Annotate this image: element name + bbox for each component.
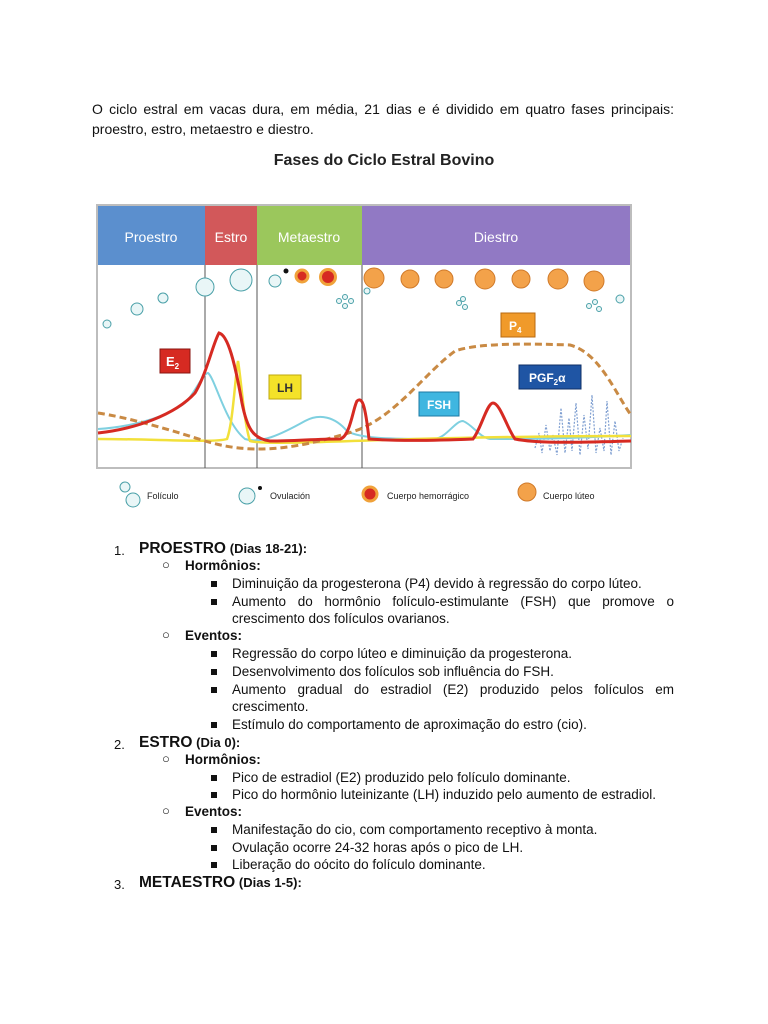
svg-text:E2: $E_2$ <box>166 354 180 371</box>
svg-text:FSH: FSH <box>427 398 451 412</box>
list-item: Ovulação ocorre 24-32 horas após o pico de LH. <box>209 839 674 857</box>
group-heading: ○ Hormônios: <box>162 750 261 767</box>
list-item: Aumento do hormônio folículo-estimulante (FSH) que promove o crescimento dos folículos ovarianos. <box>209 593 674 628</box>
follicle-icon <box>343 295 348 300</box>
follicle-icon <box>597 307 602 312</box>
phase-label-estro: Estro <box>214 229 248 245</box>
p4-label <box>501 313 535 337</box>
legend-corpus-luteum-label: Cuerpo lúteo <box>543 491 595 501</box>
list-item: Pico de estradiol (E2) produzido pelo folículo dominante. <box>209 769 674 787</box>
svg-text:P4: $P_4$ <box>509 319 522 335</box>
list-item: Aumento gradual do estradiol (E2) produzido pelos folículos em crescimento. <box>209 681 674 716</box>
svg-text:PGF2α: $PGF_2\alpha$ <box>529 371 566 387</box>
follicle-icon <box>463 305 468 310</box>
follicle-icon <box>230 269 252 291</box>
follicle-icon <box>593 300 598 305</box>
legend-hemorrhagic-icon <box>363 487 377 501</box>
ovulation-oocyte-icon <box>284 269 289 274</box>
section-proestro <box>114 540 674 558</box>
phase-label-diestro: Diestro <box>473 229 519 245</box>
legend-ovulation-icon <box>239 488 255 504</box>
e2-label <box>160 349 190 373</box>
follicle-icon <box>461 297 466 302</box>
list-item: Pico do hormônio luteinizante (LH) induzido pelo aumento de estradiol. <box>209 786 674 804</box>
figure-title: Fases do Ciclo Estral Bovino <box>273 152 495 169</box>
legend-ovulation-label: Ovulación <box>270 491 311 501</box>
figure-legend <box>120 482 595 507</box>
legend-oocyte-icon <box>258 486 262 490</box>
follicle-icon <box>349 299 354 304</box>
follicle-icon <box>131 303 143 315</box>
legend-follicle-icon <box>126 493 140 507</box>
section-heading: PROESTRO (Dias 18-21): <box>139 540 308 557</box>
list-item: Diminuição da progesterona (P4) devido à regressão do corpo lúteo. <box>209 575 674 593</box>
follicle-icon <box>337 299 342 304</box>
legend-follicle-label: Folículo <box>147 491 179 501</box>
section-metaestro <box>114 874 674 892</box>
follicle-icon <box>196 278 214 296</box>
section-heading: ESTRO (Dia 0): <box>139 733 241 751</box>
phase-label-proestro: Proestro <box>124 229 178 245</box>
follicle-icon <box>364 288 370 294</box>
group-heading: ○ Eventos: <box>162 627 243 644</box>
list-item: Desenvolvimento dos folículos sob influência do FSH. <box>209 663 674 681</box>
svg-text:LH: LH <box>277 381 293 395</box>
follicle-icon <box>158 293 168 303</box>
legend-follicle-icon <box>120 482 130 492</box>
follicle-icon <box>587 304 592 309</box>
intro-paragraph: O ciclo estral em vacas dura, em média, 21 dias e é dividido em quatro fases principais: proestro, estro, metaestro e diestro. <box>92 101 674 137</box>
pgf2a-label <box>519 365 581 389</box>
follicle-icon <box>616 295 624 303</box>
list-item: Liberação do oócito do folículo dominante. <box>209 856 674 874</box>
legend-corpus-luteum-icon <box>518 483 536 501</box>
section-heading: METAESTRO (Dias 1-5): <box>139 874 302 892</box>
follicle-icon <box>343 304 348 309</box>
section-number: 1. <box>114 543 125 558</box>
follicle-icon <box>103 320 111 328</box>
follicle-icon <box>269 275 281 287</box>
lh-label <box>269 375 301 399</box>
group-heading: ○ Hormônios: <box>162 557 261 573</box>
list-item: Regressão do corpo lúteo e diminuição da progesterona. <box>209 645 674 663</box>
group-heading: ○ Eventos: <box>162 803 243 820</box>
legend-hemorrhagic-label: Cuerpo hemorrágico <box>387 491 470 501</box>
phase-label-metaestro: Metaestro <box>277 229 341 245</box>
list-item: Manifestação do cio, com comportamento receptivo à monta. <box>209 821 674 839</box>
section-number: 3. <box>114 877 125 893</box>
section-number: 2. <box>114 736 125 752</box>
section-estro <box>114 734 674 752</box>
phase-list <box>114 540 674 892</box>
estrous-cycle-figure <box>95 203 635 520</box>
fsh-label <box>419 392 459 416</box>
list-item: Estímulo do comportamento de aproximação do estro (cio). <box>209 716 674 734</box>
follicle-icon <box>457 301 462 306</box>
estrous-cycle-diagram <box>95 203 635 515</box>
